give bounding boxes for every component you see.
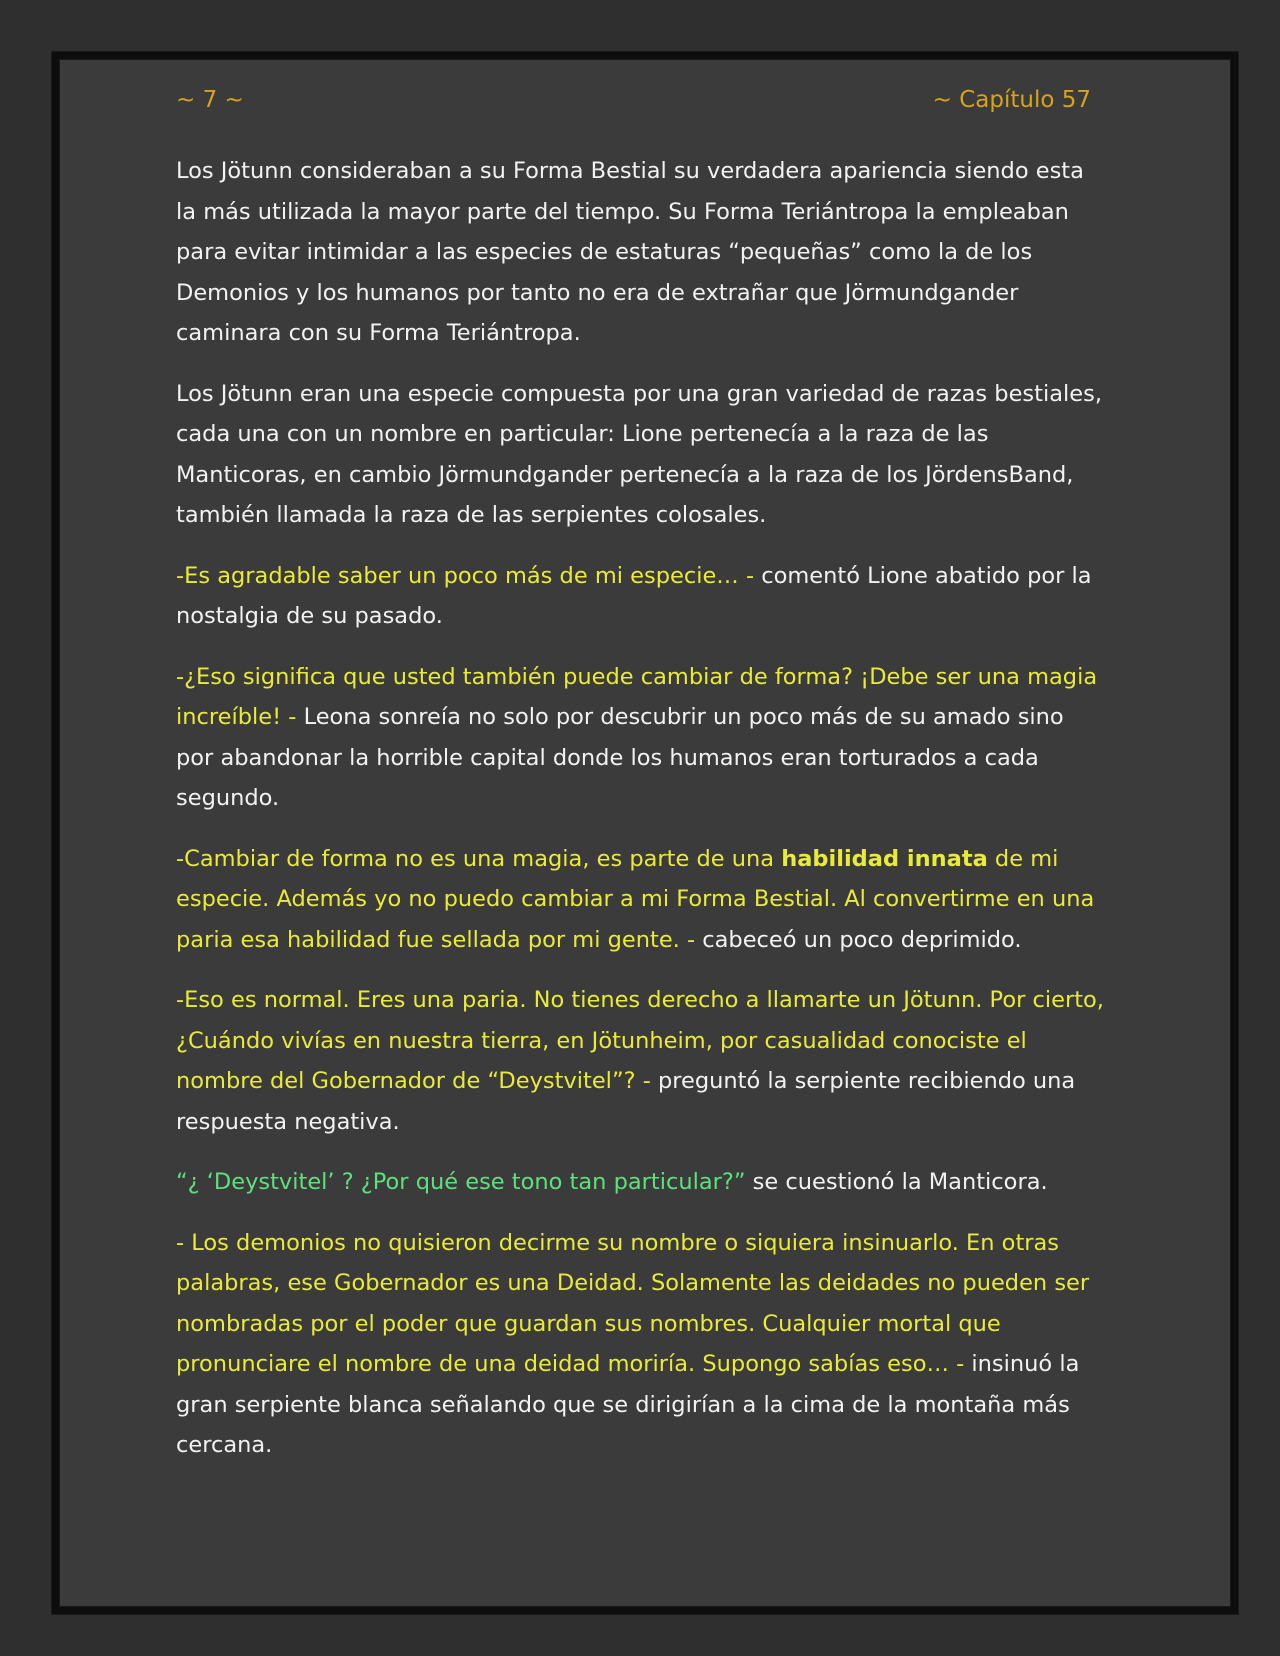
paragraph — [176, 374, 1106, 536]
narration-text: comentó Lione abatido por la nostalgia de su pasado. — [176, 562, 1092, 629]
paragraph — [176, 980, 1106, 1142]
paragraph — [176, 1162, 1106, 1203]
dialogue-text: -Cambiar de forma no es una magia, es parte de una — [176, 845, 782, 872]
narration-text: cabeceó un poco deprimido. — [702, 926, 1022, 953]
story-text — [176, 151, 1106, 1486]
paragraph — [176, 657, 1106, 819]
narration-text: Los Jötunn consideraban a su Forma Bestial su verdadera apariencia siendo esta la más utilizada la mayor parte del tiempo. Su Forma Teriántropa la empleaban para evitar intimidar a las especies de estaturas “pequeñas” como la de los Demonios y los humanos por tanto no era de extrañar que Jörmundgander caminara con su Forma Teriántropa. — [176, 158, 1084, 346]
dialogue-text: -¿Eso significa que usted también puede cambiar de forma? ¡Debe ser una magia increíble! - — [176, 663, 1098, 730]
dialogue-bold-text: habilidad innata — [781, 845, 988, 872]
paragraph — [176, 839, 1106, 961]
paragraph — [176, 556, 1106, 637]
dialogue-text: - Los demonios no quisieron decirme su nombre o siquiera insinuarlo. En otras palabras, ese Gobernador es una Deidad. Solamente las deidades no pueden ser nombradas por el poder que guardan sus nombres. Cualquier mortal que pronunciare el nombre de una deidad moriría. Supongo sabías eso… - — [176, 1229, 1090, 1377]
paragraph — [176, 1223, 1106, 1466]
narration-text: se cuestionó la Manticora. — [745, 1169, 1048, 1195]
page-frame — [52, 52, 1238, 1614]
narration-text: Leona sonreía no solo por descubrir un poco más de su amado sino por abandonar la horrible capital donde los humanos eran torturados a cada segundo. — [176, 704, 1064, 811]
dialogue-text: -Eso es normal. Eres una paria. No tienes derecho a llamarte un Jötunn. Por cierto, ¿Cuándo vivías en nuestra tierra, en Jötunheim, por casualidad conociste el nombre del Gobernador de “Deystvitel”? - — [176, 987, 1104, 1094]
chapter-title: ~ Capítulo 57 — [932, 87, 1091, 113]
dialogue-text: de mi especie. Además yo no puedo cambiar a mi Forma Bestial. Al convertirme en una paria esa habilidad fue sellada por mi gente. - — [176, 845, 1095, 953]
narration-text: insinuó la gran serpiente blanca señalando que se dirigirían a la cima de la montaña más cercana. — [176, 1351, 1080, 1458]
page-header — [176, 87, 1091, 123]
paragraph — [176, 151, 1106, 354]
thought-text: “¿ ‘Deystvitel’ ? ¿Por qué ese tono tan particular?” — [176, 1169, 746, 1195]
dialogue-text: -Es agradable saber un poco más de mi especie… - — [176, 562, 762, 589]
narration-text: Los Jötunn eran una especie compuesta por una gran variedad de razas bestiales, cada una con un nombre en particular: Lione pertenecía a la raza de las Manticoras, en cambio Jörmundgander pertenecía a la raza de los JördensBand, también llamada la raza de las serpientes colosales. — [176, 380, 1102, 528]
narration-text: preguntó la serpiente recibiendo una respuesta negativa. — [176, 1068, 1076, 1135]
page-number: ~ 7 ~ — [176, 87, 244, 113]
